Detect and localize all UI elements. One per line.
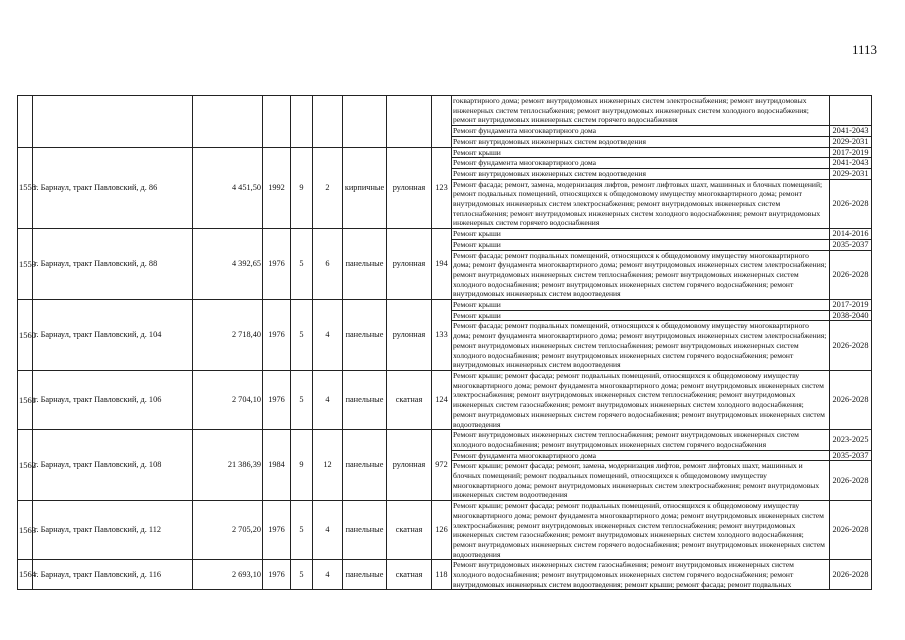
roof-type-cell: скатная [387, 501, 432, 560]
apartments-cell: 133 [432, 300, 452, 371]
table-row [18, 300, 872, 311]
work-period-cell: 2023-2025 [830, 430, 872, 450]
area-cell: 2 705,20 [193, 501, 263, 560]
apartments-cell: 126 [432, 501, 452, 560]
area-cell: 2 693,10 [193, 560, 263, 590]
table-row [18, 96, 872, 126]
address-cell: г. Барнаул, тракт Павловский, д. 104 [33, 300, 193, 371]
house-number-cell: 1562 [18, 430, 33, 501]
apartments-cell [432, 96, 452, 148]
address-cell [33, 96, 193, 148]
entrances-cell: 4 [313, 501, 343, 560]
work-period-cell: 2041-2043 [830, 126, 872, 137]
wall-material-cell [343, 96, 387, 148]
work-description-cell: Ремонт крыши [452, 310, 830, 321]
table-body [18, 96, 872, 590]
floors-cell: 9 [291, 147, 313, 229]
roof-type-cell: рулонная [387, 229, 432, 300]
address-cell: г. Барнаул, тракт Павловский, д. 86 [33, 147, 193, 229]
floors-cell: 5 [291, 370, 313, 429]
work-description-cell: Ремонт фундамента многоквартирного дома [452, 450, 830, 461]
address-cell: г. Барнаул, тракт Павловский, д. 106 [33, 370, 193, 429]
apartments-cell: 194 [432, 229, 452, 300]
year-cell: 1976 [263, 370, 291, 429]
work-period-cell: 2026-2028 [830, 321, 872, 371]
work-period-cell: 2026-2028 [830, 560, 872, 590]
work-description-cell: Ремонт крыши [452, 239, 830, 250]
work-description-cell: Ремонт крыши [452, 300, 830, 311]
floors-cell [291, 96, 313, 148]
work-period-cell: 2038-2040 [830, 310, 872, 321]
year-cell: 1976 [263, 501, 291, 560]
wall-material-cell: панельные [343, 229, 387, 300]
work-description-cell: Ремонт крыши [452, 147, 830, 158]
work-description-cell: Ремонт крыши; ремонт фасада; ремонт подвальных помещений, относящихся к общедомовому имуществу многоквартирного дома; ремонт фундамента многоквартирного дома; ремонт внутридомовых инженерных систем электроснабжения; ремонт внутридомовых инженерных систем теплоснабжения; ремонт внутридомовых инженерных систем газоснабжения; ремонт внутридомовых инженерных систем холодного водоснабжения; ремонт внутридомовых инженерных систем горячего водоснабжения; ремонт внутридомовых инженерных систем водоотведения [452, 501, 830, 560]
area-cell [193, 96, 263, 148]
house-number-cell: 1560 [18, 300, 33, 371]
table-row [18, 430, 872, 450]
work-period-cell: 2041-2043 [830, 158, 872, 169]
work-period-cell: 2026-2028 [830, 179, 872, 229]
entrances-cell [313, 96, 343, 148]
wall-material-cell: панельные [343, 560, 387, 590]
work-period-cell: 2029-2031 [830, 136, 872, 147]
roof-type-cell [387, 96, 432, 148]
work-description-cell: Ремонт фасада; ремонт подвальных помещений, относящихся к общедомовому имуществу многоквартирного дома; ремонт фундамента многоквартирного дома; ремонт внутридомовых инженерных систем электроснабжения; ремонт внутридомовых инженерных систем теплоснабжения; ремонт внутридомовых инженерных систем холодного водоснабжения; ремонт внутридомовых инженерных систем горячего водоснабжения; ремонт внутридомовых инженерных систем водоотведения [452, 250, 830, 300]
work-description-cell: Ремонт внутридомовых инженерных систем газоснабжения; ремонт внутридомовых инженерных систем холодного водоснабжения; ремонт внутридомовых инженерных систем горячего водоснабжения; ремонт внутридомовых инженерных систем водоотведения; ремонт крыши; ремонт фасада; ремонт подвальных [452, 560, 830, 590]
area-cell: 4 392,65 [193, 229, 263, 300]
house-number-cell: 1559 [18, 229, 33, 300]
roof-type-cell: скатная [387, 370, 432, 429]
floors-cell: 5 [291, 560, 313, 590]
table-row [18, 147, 872, 158]
area-cell: 4 451,50 [193, 147, 263, 229]
wall-material-cell: панельные [343, 370, 387, 429]
year-cell: 1984 [263, 430, 291, 501]
wall-material-cell: кирпичные [343, 147, 387, 229]
wall-material-cell: панельные [343, 501, 387, 560]
house-number-cell: 1558 [18, 147, 33, 229]
work-description-cell: Ремонт внутридомовых инженерных систем водоотведения [452, 168, 830, 179]
table-row [18, 501, 872, 560]
year-cell [263, 96, 291, 148]
work-period-cell: 2026-2028 [830, 250, 872, 300]
entrances-cell: 4 [313, 300, 343, 371]
house-number-cell: 1563 [18, 501, 33, 560]
work-period-cell: 2035-2037 [830, 239, 872, 250]
floors-cell: 5 [291, 229, 313, 300]
address-cell: г. Барнаул, тракт Павловский, д. 88 [33, 229, 193, 300]
page-number: 1113 [852, 42, 878, 57]
work-period-cell: 2026-2028 [830, 501, 872, 560]
house-number-cell [18, 96, 33, 148]
work-period-cell: 2017-2019 [830, 300, 872, 311]
floors-cell: 9 [291, 430, 313, 501]
work-period-cell: 2017-2019 [830, 147, 872, 158]
house-number-cell: 1561 [18, 370, 33, 429]
work-period-cell [830, 96, 872, 126]
wall-material-cell: панельные [343, 430, 387, 501]
work-description-cell: Ремонт внутридомовых инженерных систем водоотведения [452, 136, 830, 147]
repair-schedule-table [17, 95, 872, 590]
year-cell: 1992 [263, 147, 291, 229]
roof-type-cell: скатная [387, 560, 432, 590]
house-number-cell: 1564 [18, 560, 33, 590]
work-description-cell: Ремонт крыши [452, 229, 830, 240]
roof-type-cell: рулонная [387, 147, 432, 229]
apartments-cell: 972 [432, 430, 452, 501]
roof-type-cell: рулонная [387, 430, 432, 501]
entrances-cell: 4 [313, 560, 343, 590]
apartments-cell: 118 [432, 560, 452, 590]
work-period-cell: 2029-2031 [830, 168, 872, 179]
work-period-cell: 2014-2016 [830, 229, 872, 240]
table-row [18, 370, 872, 429]
address-cell: г. Барнаул, тракт Павловский, д. 112 [33, 501, 193, 560]
entrances-cell: 12 [313, 430, 343, 501]
area-cell: 2 718,40 [193, 300, 263, 371]
table-row [18, 560, 872, 590]
area-cell: 2 704,10 [193, 370, 263, 429]
address-cell: г. Барнаул, тракт Павловский, д. 116 [33, 560, 193, 590]
work-period-cell: 2026-2028 [830, 461, 872, 501]
apartments-cell: 124 [432, 370, 452, 429]
work-period-cell: 2026-2028 [830, 370, 872, 429]
roof-type-cell: рулонная [387, 300, 432, 371]
floors-cell: 5 [291, 501, 313, 560]
work-description-cell: Ремонт фундамента многоквартирного дома [452, 126, 830, 137]
work-description-cell: гоквартирного дома; ремонт внутридомовых инженерных систем электроснабжения; ремонт внутридомовых инженерных систем теплоснабжения; ремонт внутридомовых инженерных систем холодного водоснабжения; ремонт внутридомовых инженерных систем горячего водоснабжения [452, 96, 830, 126]
work-description-cell: Ремонт крыши; ремонт фасада; ремонт, замена, модернизация лифтов, ремонт лифтовых шахт, машинных и блочных помещений; ремонт подвальных помещений, относящихся к общедомовому имуществу многоквартирного дома; ремонт внутридомовых инженерных систем электроснабжения; ремонт внутридомовых инженерных систем водоотведения [452, 461, 830, 501]
apartments-cell: 123 [432, 147, 452, 229]
year-cell: 1976 [263, 300, 291, 371]
work-description-cell: Ремонт внутридомовых инженерных систем теплоснабжения; ремонт внутридомовых инженерных систем холодного водоснабжения; ремонт внутридомовых инженерных систем горячего водоснабжения [452, 430, 830, 450]
table-row [18, 229, 872, 240]
address-cell: г. Барнаул, тракт Павловский, д. 108 [33, 430, 193, 501]
work-description-cell: Ремонт фундамента многоквартирного дома [452, 158, 830, 169]
year-cell: 1976 [263, 229, 291, 300]
work-description-cell: Ремонт крыши; ремонт фасада; ремонт подвальных помещений, относящихся к общедомовому имуществу многоквартирного дома; ремонт фундамента многоквартирного дома; ремонт внутридомовых инженерных систем электроснабжения; ремонт внутридомовых инженерных систем теплоснабжения; ремонт внутридомовых инженерных систем газоснабжения; ремонт внутридомовых инженерных систем холодного водоснабжения; ремонт внутридомовых инженерных систем горячего водоснабжения; ремонт внутридомовых инженерных систем водоотведения [452, 370, 830, 429]
entrances-cell: 6 [313, 229, 343, 300]
wall-material-cell: панельные [343, 300, 387, 371]
work-description-cell: Ремонт фасада; ремонт, замена, модернизация лифтов, ремонт лифтовых шахт, машинных и блочных помещений; ремонт подвальных помещений, относящихся к общедомовому имуществу многоквартирного дома; ремонт внутридомовых инженерных систем электроснабжения; ремонт внутридомовых инженерных систем теплоснабжения; ремонт внутридомовых инженерных систем холодного водоснабжения; ремонт внутридомовых инженерных систем горячего водоснабжения [452, 179, 830, 229]
year-cell: 1976 [263, 560, 291, 590]
work-description-cell: Ремонт фасада; ремонт подвальных помещений, относящихся к общедомовому имуществу многоквартирного дома; ремонт фундамента многоквартирного дома; ремонт внутридомовых инженерных систем электроснабжения; ремонт внутридомовых инженерных систем теплоснабжения; ремонт внутридомовых инженерных систем холодного водоснабжения; ремонт внутридомовых инженерных систем горячего водоснабжения; ремонт внутридомовых инженерных систем водоотведения [452, 321, 830, 371]
area-cell: 21 386,39 [193, 430, 263, 501]
work-period-cell: 2035-2037 [830, 450, 872, 461]
entrances-cell: 2 [313, 147, 343, 229]
entrances-cell: 4 [313, 370, 343, 429]
floors-cell: 5 [291, 300, 313, 371]
